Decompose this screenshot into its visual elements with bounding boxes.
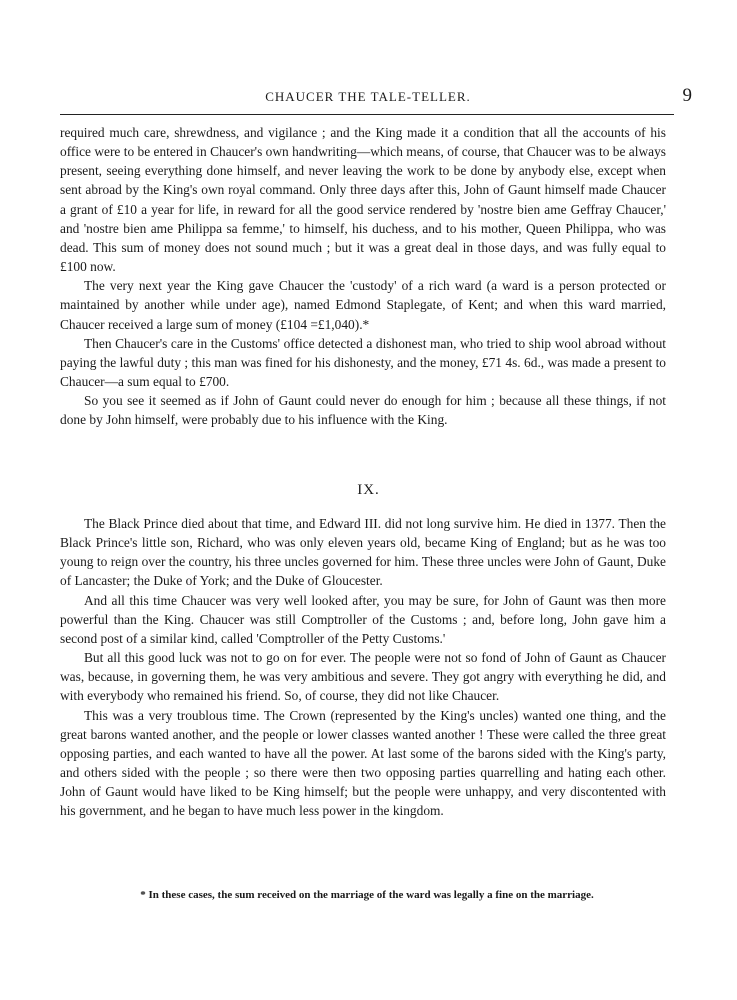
body-text-part-1 [60, 123, 666, 430]
paragraph: This was a very troublous time. The Crown (represented by the King's uncles) wanted one thing, and the great barons wanted another, and the people or lower classes wanted another ! These were called the three great opposing parties, and each wanted to have all the power. At last some of the barons sided with the King's party, and others sided with the people ; so there were then two opposing parties quarrelling and hating each other. John of Gaunt would have liked to be King himself; but the people were unhappy, and very discontented with his government, and he began to have much less power in the kingdom. [60, 707, 666, 819]
paragraph: Then Chaucer's care in the Customs' office detected a dishonest man, who tried to ship wool abroad without paying the lawful duty ; this man was fined for his dishonesty, and the money, £71 4s. 6d., was made a present to Chaucer—a sum equal to £700. [60, 335, 666, 390]
header-rule [60, 114, 674, 115]
page-number: 9 [682, 85, 692, 106]
paragraph: The very next year the King gave Chaucer the 'custody' of a rich ward (a ward is a person protected or maintained by another while under age), named Edmond Staplegate, of Kent; and when this ward married, Chaucer received a large sum of money (£104 =£1,040).* [60, 278, 666, 332]
footnote: * In these cases, the sum received on the marriage of the ward was legally a fine on the marriage. [140, 889, 594, 901]
paragraph: So you see it seemed as if John of Gaunt could never do enough for him ; because all these things, if not done by John himself, were probably due to his influence with the King. [60, 393, 666, 428]
running-head [62, 85, 692, 109]
body-text-part-2 [60, 514, 666, 821]
paragraph: The Black Prince died about that time, and Edward III. did not long survive him. He died in 1377. Then the Black Prince's little son, Richard, who was only eleven years old, became King of England; but as he was too young to reign over the country, his three uncles governed for him. These three uncles were John of Gaunt, Duke of Lancaster; the Duke of York; and the Duke of Gloucester. [60, 516, 666, 589]
paragraph: But all this good luck was not to go on for ever. The people were not so fond of John of Gaunt as Chaucer was, because, in governing them, he was very ambitious and severe. They got angry with everything he did, and with everybody who remained his friend. So, of course, they did not like Chaucer. [60, 650, 666, 704]
section-heading: IX. [357, 482, 380, 498]
paragraph: required much care, shrewdness, and vigilance ; and the King made it a condition that all the accounts of his office were to be entered in Chaucer's own handwriting—which means, of course, that Chaucer was to be always present, seeing everything done himself, and never leaving the work to be done by anybody else, except when sent abroad by the King's own royal command. Only three days after this, John of Gaunt himself made Chaucer a grant of £10 a year for life, in reward for all the good service rendered by 'nostre bien ame Geffray Chaucer,' and 'nostre bien ame Philippa sa femme,' to himself, his duchess, and to his mother, Queen Philippa, who was dead. This sum of money does not sound much ; but it was a great deal in those days, and was fully equal to £100 now. [60, 125, 666, 275]
running-title: CHAUCER THE TALE-TELLER. [265, 89, 471, 104]
paragraph: And all this time Chaucer was very well looked after, you may be sure, for John of Gaunt was then more powerful than the King. Chaucer was still Comptroller of the Customs ; and, before long, John gave him a second post of a similar kind, called 'Comptroller of the Petty Customs.' [60, 592, 666, 646]
